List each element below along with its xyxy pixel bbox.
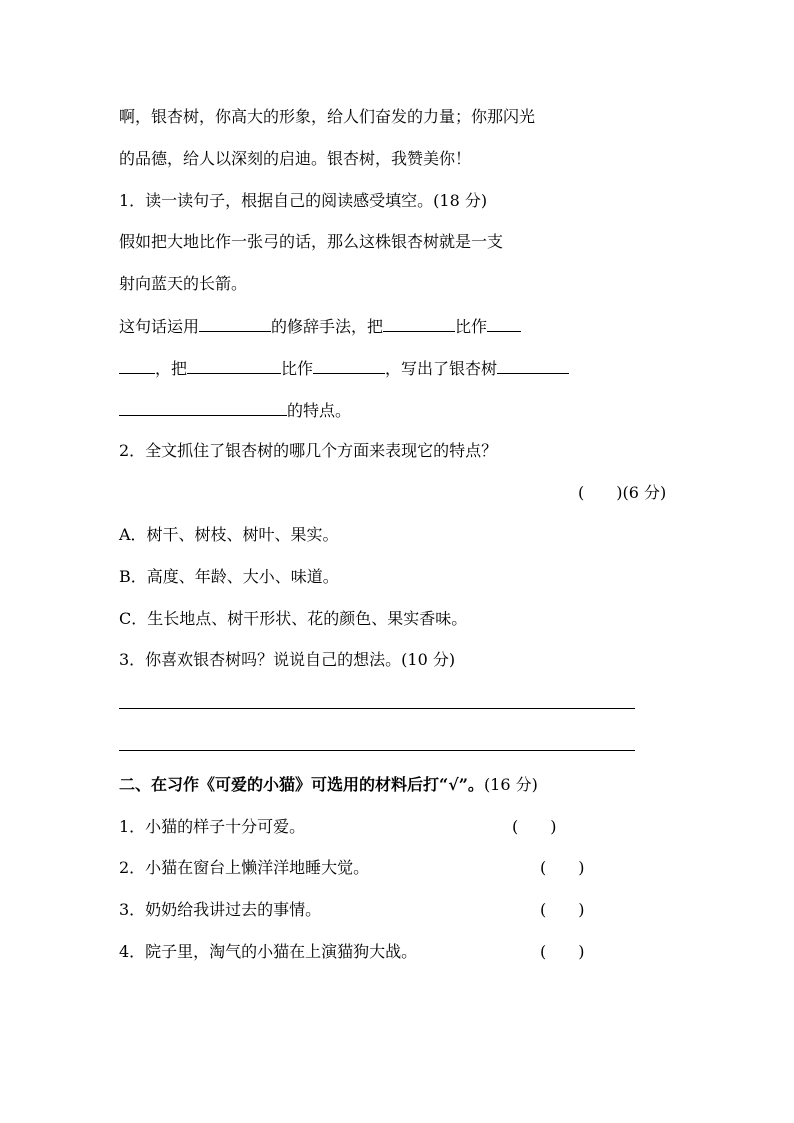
fill-text: 的特点。 bbox=[287, 401, 352, 420]
answer-blank[interactable] bbox=[199, 315, 271, 332]
section-2-score: (16 分) bbox=[483, 775, 538, 794]
question-2-option-a: A．树干、树枝、树叶、果实。 bbox=[119, 525, 339, 544]
question-2-answer-paren[interactable]: ( )(6 分) bbox=[578, 483, 667, 502]
fill-text: 的修辞手法，把 bbox=[271, 317, 384, 336]
question-1-fill-line-2 bbox=[119, 357, 569, 380]
answer-blank[interactable] bbox=[187, 357, 281, 374]
section-2-heading bbox=[119, 774, 538, 796]
check-paren[interactable]: ( ) bbox=[540, 900, 585, 919]
section-2-item: 4．院子里，淘气的小猫在上演猫狗大战。 bbox=[119, 942, 418, 961]
question-1-fill-line-3 bbox=[119, 399, 351, 422]
passage-line-2: 的品德，给人以深刻的启迪。银杏树，我赞美你！ bbox=[119, 149, 472, 168]
section-2-item: 3．奶奶给我讲过去的事情。 bbox=[119, 900, 322, 919]
answer-blank[interactable] bbox=[119, 357, 155, 374]
answer-blank[interactable] bbox=[497, 357, 569, 374]
answer-blank[interactable] bbox=[313, 357, 385, 374]
answer-line[interactable] bbox=[119, 708, 635, 709]
question-1-sentence-line-1: 假如把大地比作一张弓的话，那么这株银杏树就是一支 bbox=[119, 232, 504, 251]
fill-text: 比作 bbox=[455, 317, 488, 336]
check-paren[interactable]: ( ) bbox=[512, 817, 557, 836]
question-1-sentence-line-2: 射向蓝天的长箭。 bbox=[119, 274, 248, 293]
answer-blank[interactable] bbox=[119, 399, 287, 416]
section-2-item: 1．小猫的样子十分可爱。 bbox=[119, 817, 306, 836]
question-2-option-c: C．生长地点、树干形状、花的颜色、果实香味。 bbox=[119, 609, 468, 628]
section-2-item: 2．小猫在窗台上懒洋洋地睡大觉。 bbox=[119, 858, 370, 877]
question-1-title: 1．读一读句子，根据自己的阅读感受填空。(18 分) bbox=[119, 191, 488, 210]
fill-text: ，把 bbox=[155, 359, 188, 378]
answer-line[interactable] bbox=[119, 750, 635, 751]
question-2-title: 2．全文抓住了银杏树的哪几个方面来表现它的特点？ bbox=[119, 441, 498, 460]
section-2-heading-text: 二、在习作《可爱的小猫》可选用的材料后打“√”。 bbox=[119, 775, 484, 794]
fill-text: 这句话运用 bbox=[119, 317, 200, 336]
check-paren[interactable]: ( ) bbox=[540, 858, 585, 877]
question-3-title: 3．你喜欢银杏树吗？说说自己的想法。(10 分) bbox=[119, 650, 456, 669]
fill-text: ，写出了银杏树 bbox=[385, 359, 498, 378]
answer-blank[interactable] bbox=[383, 315, 455, 332]
passage-line-1: 啊，银杏树，你高大的形象，给人们奋发的力量；你那闪光 bbox=[119, 107, 536, 126]
check-paren[interactable]: ( ) bbox=[540, 942, 585, 961]
answer-blank[interactable] bbox=[487, 315, 521, 332]
question-2-option-b: B．高度、年龄、大小、味道。 bbox=[119, 567, 339, 586]
question-1-fill-line-1 bbox=[119, 315, 521, 338]
fill-text: 比作 bbox=[281, 359, 314, 378]
